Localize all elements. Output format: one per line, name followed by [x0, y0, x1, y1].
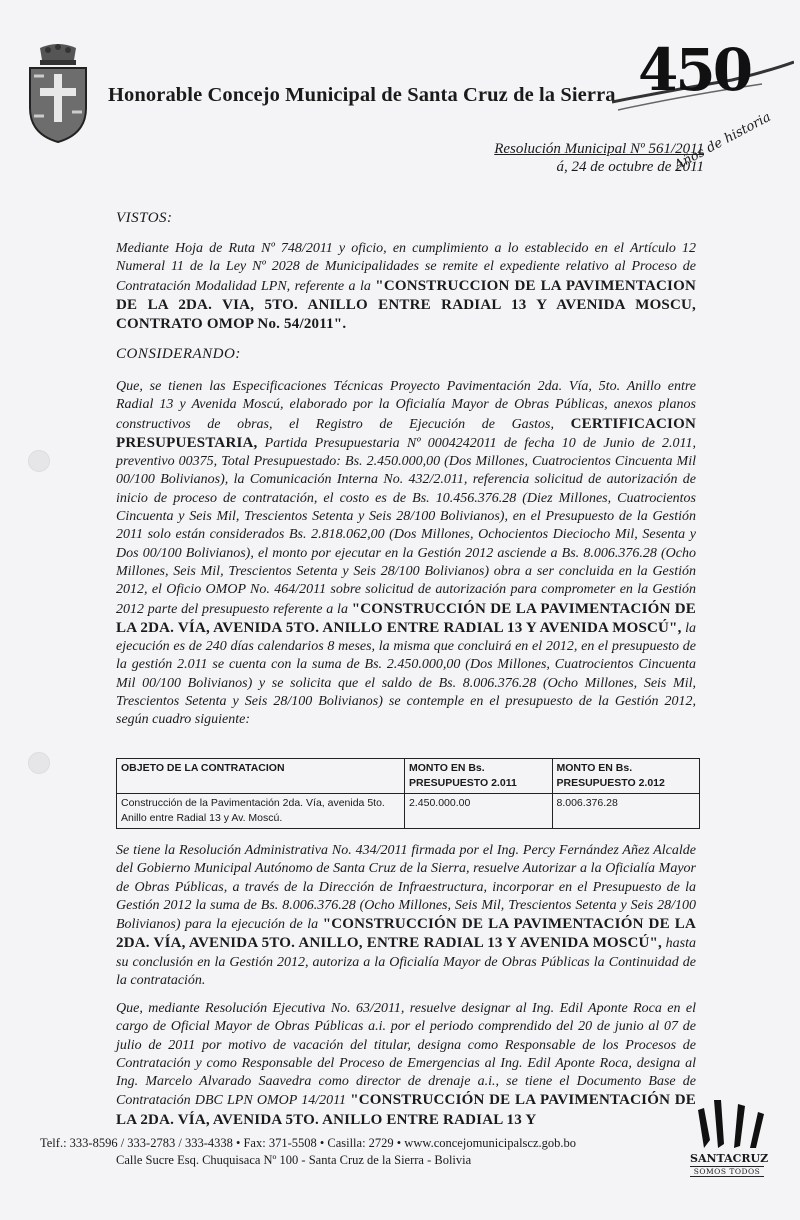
table-row	[117, 794, 700, 829]
footer-address: Calle Sucre Esq. Chuquisaca Nº 100 - Santa Cruz de la Sierra - Bolivia	[116, 1153, 472, 1167]
project-bold-2: "CONSTRUCCIÓN DE LA PAVIMENTACIÓN DE LA 2DA. VÍA, AVENIDA 5TO. ANILLO ENTRE RADIAL 13 Y AVENIDA MOSCÚ",	[116, 600, 696, 636]
table-header: OBJETO DE LA CONTRATACION	[117, 759, 405, 794]
logo-name: SANTACRUZ	[690, 1152, 769, 1165]
considerando-2-text-b: hasta su conclusión en la Gestión 2012, autoriza a la Oficialía Mayor de Obras Públicas la Continuidad de la contratación.	[116, 936, 696, 989]
logo-slogan: SOMOS TODOS	[690, 1166, 764, 1177]
considerando-1-text-b: Partida Presupuestaria Nº 0004242011 de fecha 10 de Junio de 2.011, preventivo 00375, Total Presupuestado: Bs. 2.450.000,00 (Dos Millones, Cuatrocientos Cincuenta Mil 00/100 Bolivianos), la Comunicación Interna No. 432/2.011, referencia solicitud de autorización de inicio de proceso de contratación, el costo es de Bs. 10.456.376.28 (Diez Millones, Cuatrocientos Cincuenta y Seis Mil, Trescientos Setenta y Seis 28/100 Bolivianos), en el Presupuesto de la Gestión 2011 solo están considerados Bs. 2.818.062,00 (Dos Millones, Ochocientos Dieciocho Mil, Sesenta y Dos 00/100 Bolivianos), el monto por ejecutar en la Gestión 2012 asciende a Bs. 8.006.376.28 (Ocho Millones, Seis Mil, Trescientos Setenta y Seis 28/100 Bolivianos) obra a ser concluida en la Gestión 2012, el Oficio OMOP No. 464/2011 sobre solicitud de autorización para comprometer en la Gestión 2012 parte del presupuesto referente a la	[116, 435, 696, 617]
footer	[0, 1135, 700, 1169]
certificacion-bold: CERTIFICACION PRESUPUESTARIA,	[116, 415, 696, 451]
santa-cruz-logo	[690, 1090, 790, 1190]
anniversary-text: Años de historia	[672, 109, 774, 174]
table-cell: 8.006.376.28	[552, 794, 700, 829]
vistos-paragraph	[116, 240, 696, 334]
institution-title: Honorable Concejo Municipal de Santa Cruz de la Sierra	[108, 84, 616, 106]
vistos-bold-project: "CONSTRUCCION DE LA PAVIMENTACION DE LA 2DA. VIA, 5TO. ANILLO ENTRE RADIAL 13 Y AVENIDA MOSCU, CONTRATO OMOP No. 54/2011".	[116, 277, 696, 333]
resolution-id: Resolución Municipal Nº 561/2011	[494, 141, 704, 157]
vistos-heading: VISTOS:	[116, 210, 173, 226]
resolution-date: á, 24 de octubre de 2011	[556, 159, 704, 175]
raised-hands-icon	[694, 1090, 764, 1150]
considerando-2-text-a: Se tiene la Resolución Administrativa No. 434/2011 firmada por el Ing. Percy Fernández Añez Alcalde del Gobierno Municipal Autónomo de Santa Cruz de la Sierra, resuelve Autorizar a la Oficialía Mayor de Obras Públicas, a través de la Dirección de Infraestructura, incorporar en el Presupuesto de la Gestión 2012 la suma de Bs. 8.006.376.28 (Ocho Millones, Seis Mil, Trescientos Setenta y Seis 28/100 Bolivianos) para la ejecución de la	[116, 843, 696, 933]
footer-contact: Telf.: 333-8596 / 333-2783 / 333-4338 • Fax: 371-5508 • Casilla: 2729 • www.concejomunicipalscz.gob.bo	[40, 1136, 577, 1150]
project-bold-3: "CONSTRUCCIÓN DE LA PAVIMENTACIÓN DE LA 2DA. VÍA, AVENIDA 5TO. ANILLO, ENTRE RADIAL 13 Y AVENIDA MOSCÚ",	[116, 916, 696, 952]
project-bold-4: "CONSTRUCCIÓN DE LA PAVIMENTACIÓN DE LA 2DA. VÍA, AVENIDA 5TO. ANILLO ENTRE RADIAL 13 Y	[116, 1092, 696, 1128]
considerando-paragraph-3	[116, 1000, 696, 1130]
resolution-block	[494, 140, 704, 176]
hole-punch-icon	[28, 450, 50, 472]
table-header-row	[117, 759, 700, 794]
table-cell: Construcción de la Pavimentación 2da. Vía, avenida 5to. Anillo entre Radial 13 y Av. Moscú.	[117, 794, 405, 829]
municipal-crest-icon	[22, 42, 94, 144]
considerando-paragraph-2	[116, 842, 696, 990]
considerando-heading: CONSIDERANDO:	[116, 346, 241, 362]
hole-punch-icon	[28, 752, 50, 774]
table-cell: 2.450.000.00	[405, 794, 552, 829]
vistos-text: Mediante Hoja de Ruta Nº 748/2011 y oficio, en cumplimiento a lo establecido en el Artículo 12 Numeral 11 de la Ley Nº 2028 de Municipalidades se remite el expediente relativo al Proceso de Contratación Modalidad LPN, referente a la	[116, 241, 696, 294]
considerando-paragraph-1	[116, 378, 696, 730]
considerando-1-text-c: la ejecución es de 240 días calendarios 8 meses, la misma que concluirá en el 2012, en el presupuesto de la gestión 2.011 se cuenta con la suma de Bs. 2.450.000,00 (Dos Millones, Cuatrocientos Cincuenta Mil 00/100 Bolivianos) y se solicita que el saldo de Bs. 8.006.376.28 (Ocho Millones, Seis Mil, Trescientos Setenta y Seis 28/100 Bolivianos) se contemple en el presupuesto de la Gestión 2012, según cuadro siguiente:	[116, 620, 696, 728]
considerando-1-text-a: Que, se tienen las Especificaciones Técnicas Proyecto Pavimentación 2da. Vía, 5to. Anillo entre Radial 13 y Avenida Moscú, elaborado por la Oficialía Mayor de Obras Públicas, anexos planos constructivos de obras, el Registro de Ejecución de Gastos,	[116, 379, 696, 432]
anniversary-number: 450	[638, 36, 751, 104]
table-header: MONTO EN Bs. PRESUPUESTO 2.011	[405, 759, 552, 794]
table-header: MONTO EN Bs. PRESUPUESTO 2.012	[552, 759, 700, 794]
considerando-3-text: Que, mediante Resolución Ejecutiva No. 63/2011, resuelve designar al Ing. Edil Aponte Roca en el cargo de Oficial Mayor de Obras Públicas a.i. por el periodo comprendido del 20 de junio al 07 de julio de 2011 por motivo de vacación del titular, designa como Responsable de los Procesos de Contratación y como Responsable del Proceso de Emergencias al Ing. Edil Aponte Roca, designa al Ing. Marcelo Alvarado Saavedra como director de drenaje a.i., se tiene el Documento Base de Contratación DBC LPN OMOP 14/2011	[116, 1001, 696, 1109]
budget-table	[116, 758, 700, 829]
